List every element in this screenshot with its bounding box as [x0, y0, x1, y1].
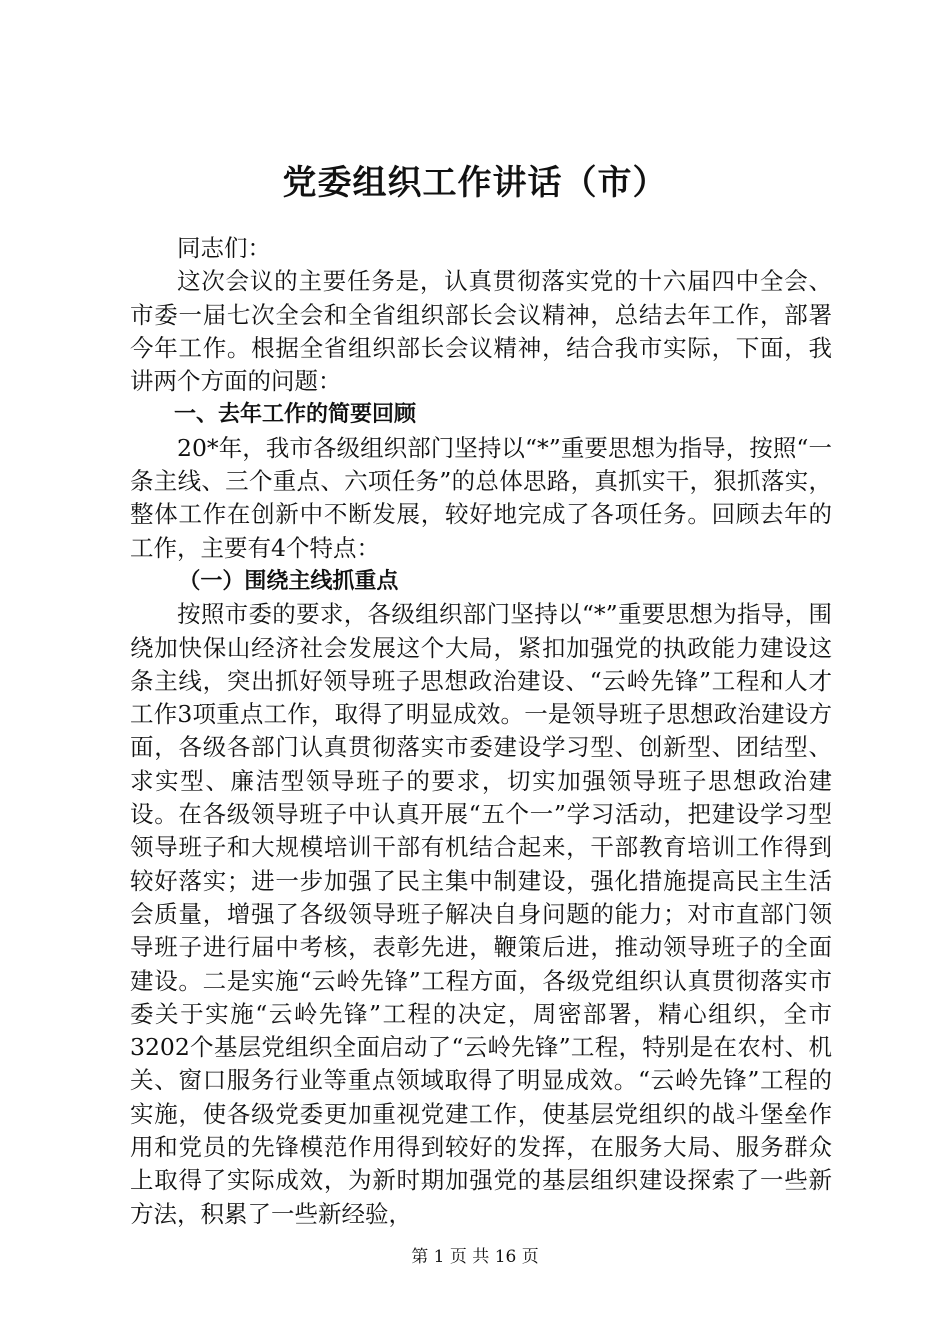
page-footer: 第 1 页 共 16 页 — [411, 1247, 539, 1267]
section-heading: 一、去年工作的简要回顾 — [174, 402, 417, 428]
subsection-heading: （一）围绕主线抓重点 — [178, 568, 399, 594]
intro-paragraph: 这次会议的主要任务是，认真贯彻落实党的十六届四中全会、市委一届七次全会和全省组织部长会议精神，总结去年工作，部署今年工作。根据全省组织部长会议精神，结合我市实际，下面，我讲两个方面的问题： — [130, 267, 832, 396]
document-title: 党委组织工作讲话（市） — [282, 163, 668, 203]
salutation: 同志们： — [177, 234, 271, 262]
document-body — [130, 232, 832, 1231]
subsection-paragraph: 按照市委的要求，各级组织部门坚持以“*”重要思想为指导，围绕加快保山经济社会发展这个大局，紧扣加强党的执政能力建设这条主线，突出抓好领导班子思想政治建设、“云岭先锋”工程和人才工作3项重点工作，取得了明显成效。一是领导班子思想政治建设方面，各级各部门认真贯彻落实市委建设学习型、创新型、团结型、求实型、廉洁型领导班子的要求，切实加强领导班子思想政治建设。在各级领导班子中认真开展“五个一”学习活动，把建设学习型领导班子和大规模培训干部有机结合起来，干部教育培训工作得到较好落实；进一步加强了民主集中制建设，强化措施提高民主生活会质量，增强了各级领导班子解决自身问题的能力；对市直部门领导班子进行届中考核，表彰先进，鞭策后进，推动领导班子的全面建设。二是实施“云岭先锋”工程方面，各级党组织认真贯彻落实市委关于实施“云岭先锋”工程的决定，周密部署，精心组织，全市3202个基层党组织全面启动了“云岭先锋”工程，特别是在农村、机关、窗口服务行业等重点领域取得了明显成效。“云岭先锋”工程的实施，使各级党委更加重视党建工作，使基层党组织的战斗堡垒作用和党员的先锋模范作用得到较好的发挥，在服务大局、服务群众上取得了实际成效，为新时期加强党的基层组织建设探索了一些新方法，积累了一些新经验， — [130, 600, 832, 1228]
section-paragraph: 20*年，我市各级组织部门坚持以“*”重要思想为指导，按照“一条主线、三个重点、六项任务”的总体思路，真抓实干，狠抓落实，整体工作在创新中不断发展，较好地完成了各项任务。回顾去年的工作，主要有4个特点： — [130, 433, 832, 562]
